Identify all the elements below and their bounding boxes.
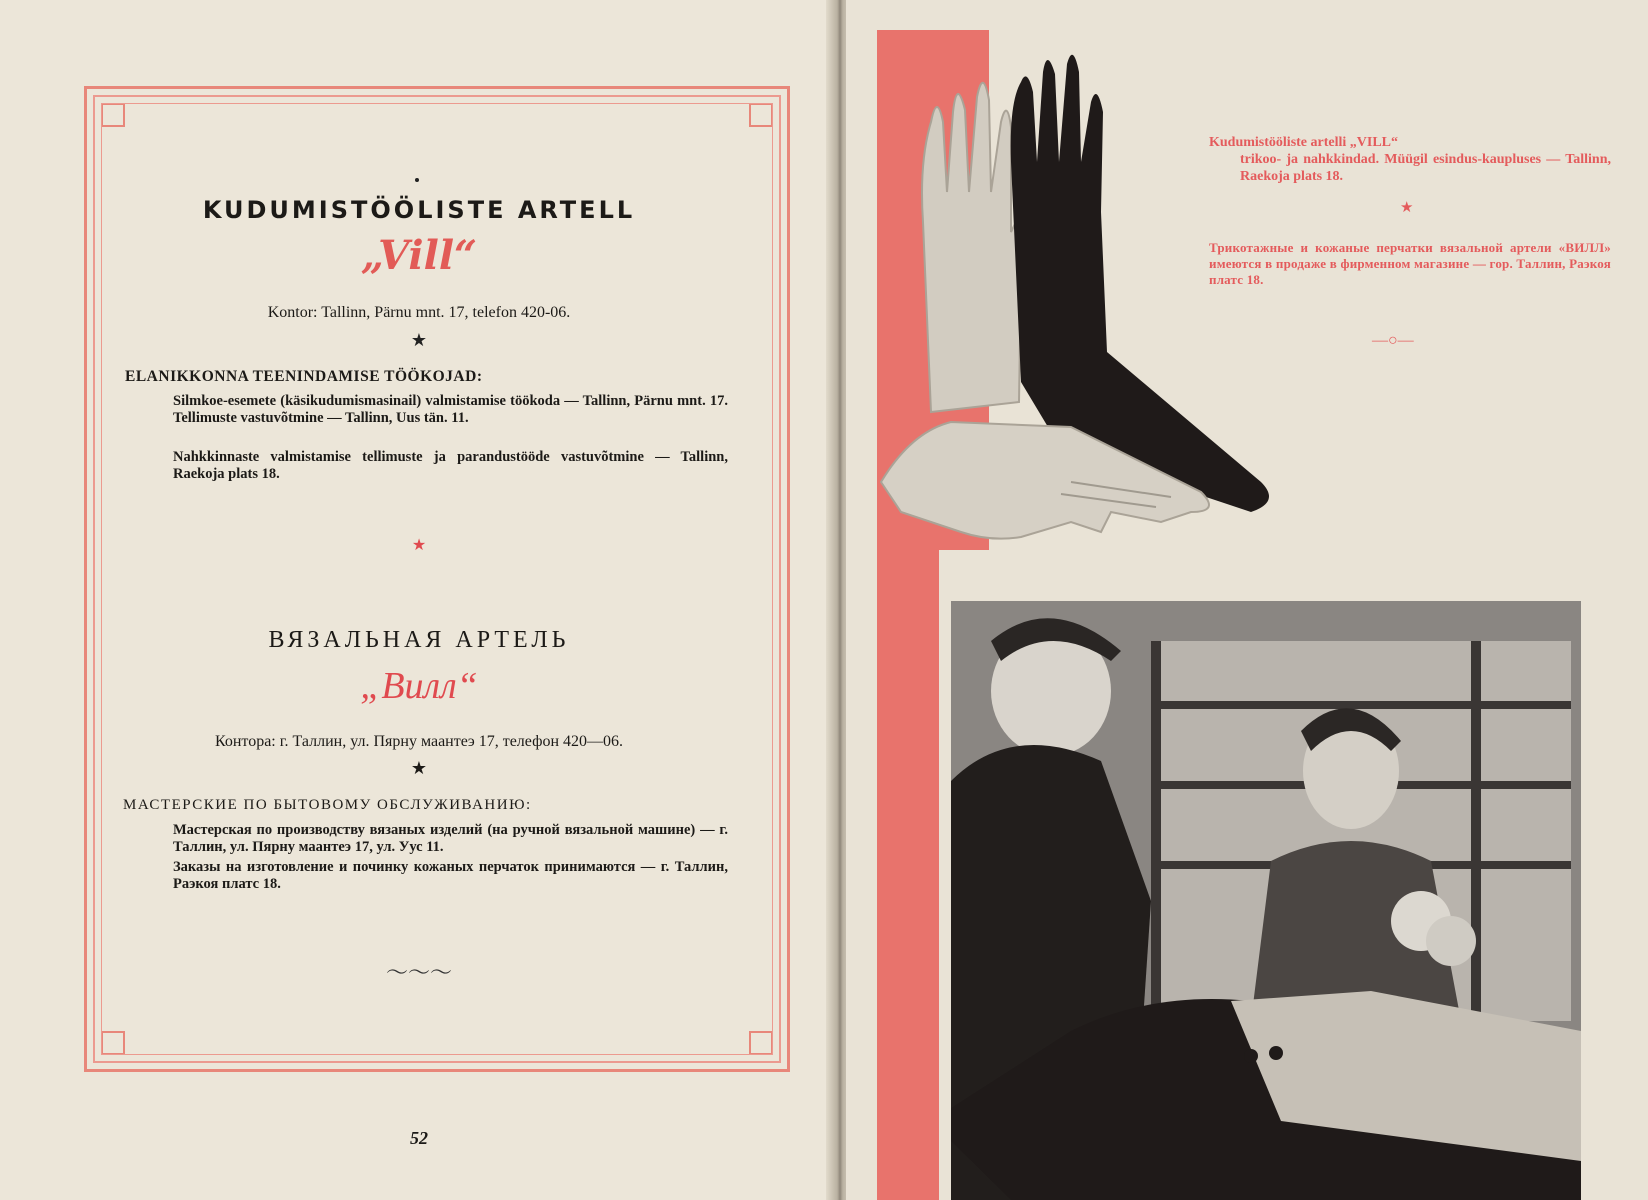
frame-corner [101,1031,125,1055]
paragraph-russian-1: Мастерская по производству вязаных изделий (на ручной вязальной машине) — г. Таллин, ул. Пярну маантеэ 17, ул. Уус 11. [173,822,728,855]
office-address-estonian: Kontor: Tallinn, Pärnu mnt. 17, telefon 420-06. [267,304,571,321]
separator-ornament: —○— [1372,332,1414,349]
star-icon: ★ [410,758,428,778]
paragraph-estonian-1: Silmkoe-esemete (käsikudumismasinail) valmistamise töökoda — Tallinn, Pärnu mnt. 17. Tellimuste vastuvõtmine — Tallinn, Uus tän. 11. [173,393,728,426]
tilde-ornament: 〜〜〜 [385,960,452,985]
star-icon: ★ [410,330,428,350]
paragraph-russian-2: Заказы на изготовление и починку кожаных перчаток принимаются — г. Таллин, Раэкоя платс 18. [173,859,728,892]
caption-estonian-text: trikoo- ja nahkkindad. Müügil esindus-kaupluses — Tallinn, Raekoja plats 18. [1240,152,1611,184]
title-estonian: KUDUMISTÖÖLISTE ARTELL [202,196,636,224]
logo-script-russian: „Вилл“ [360,665,478,707]
frame-corner [749,1031,773,1055]
dot-ornament [415,178,419,182]
subheading-russian: МАСТЕРСКИЕ ПО БЫТОВОМУ ОБСЛУЖИВАНИЮ: [123,797,532,813]
page-number: 52 [410,1128,428,1148]
logo-script-estonian: „Vill“ [360,232,478,279]
shop-photo [951,601,1581,1200]
gloves-photo [871,42,1341,562]
title-russian: ВЯЗАЛЬНАЯ АРТЕЛЬ [268,627,570,653]
frame-corner [749,103,773,127]
office-address-russian: Контора: г. Таллин, ул. Пярну маантеэ 17, телефон 420—06. [214,733,624,750]
frame-corner [101,103,125,127]
caption-russian-text: Трикотажные и кожаные перчатки вязальной артели «ВИЛЛ» имеются в продаже в фирменном магазине — гор. Таллин, Раэкоя платс 18. [1209,240,1611,287]
caption-estonian-title: Kudumistööliste artelli „VILL“ [1209,135,1399,150]
red-star-icon: ★ [411,537,427,554]
subheading-estonian: ELANIKKONNA TEENINDAMISE TÖÖKOJAD: [125,368,483,385]
paragraph-estonian-2: Nahkkinnaste valmistamise tellimuste ja parandustööde vastuvõtmine — Tallinn, Raekoja plats 18. [173,449,728,482]
red-star-icon: ★ [1400,200,1414,216]
